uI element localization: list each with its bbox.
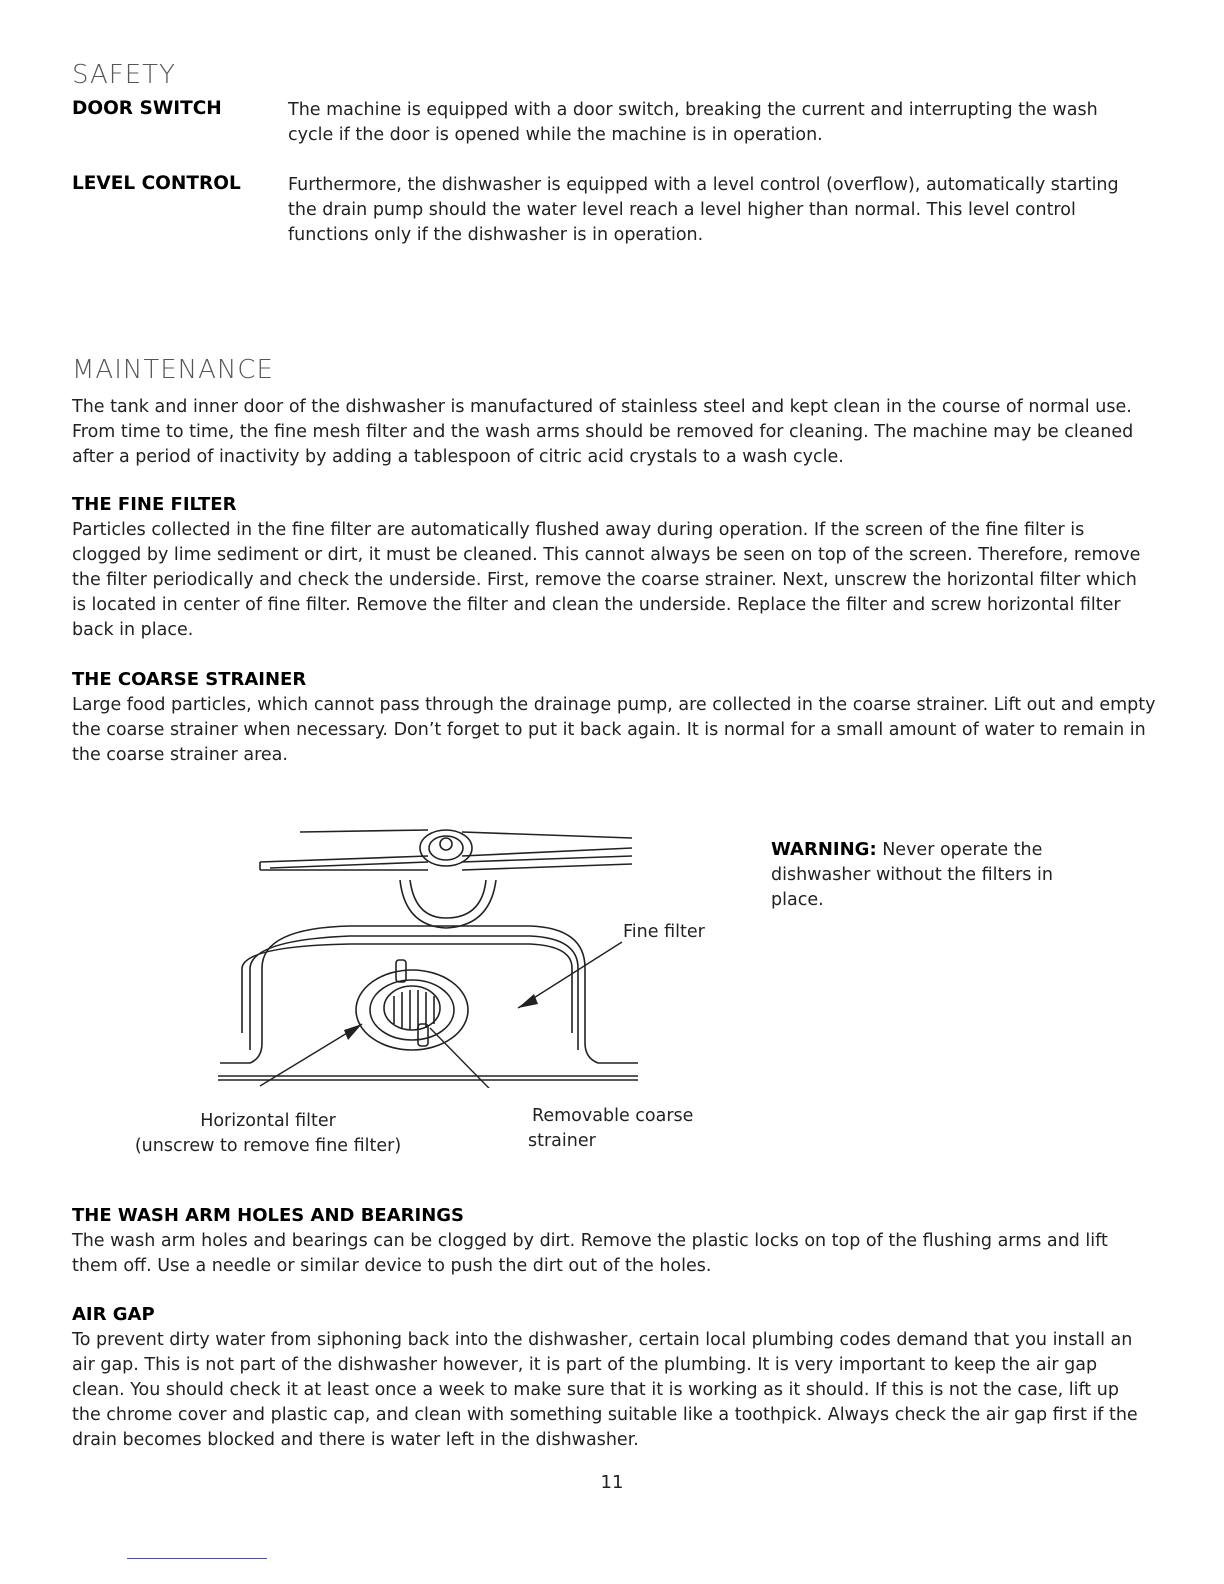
page-number: 11 bbox=[600, 1472, 624, 1493]
maintenance-title: MAINTENANCE bbox=[72, 355, 274, 385]
warning-note bbox=[771, 837, 1071, 913]
coarse-strainer-label-line1: Removable coarse bbox=[532, 1106, 694, 1126]
horizontal-filter-arrowhead bbox=[344, 1024, 362, 1040]
level-control-term: LEVEL CONTROL bbox=[72, 173, 241, 194]
footer-rule bbox=[127, 1558, 267, 1559]
fine-filter-heading: THE FINE FILTER bbox=[72, 494, 237, 515]
wash-arm-heading: THE WASH ARM HOLES AND BEARINGS bbox=[72, 1205, 465, 1226]
coarse-strainer-label-line2: strainer bbox=[528, 1131, 596, 1151]
level-control-text: Furthermore, the dishwasher is equipped with a level control (overflow), automatically starting the drain pump should the water level reach a level higher than normal. This level control functions only if the dishwasher is in operation. bbox=[288, 175, 1119, 245]
door-switch-term: DOOR SWITCH bbox=[72, 98, 222, 119]
wash-arm-hub bbox=[400, 830, 496, 928]
air-gap-heading: AIR GAP bbox=[72, 1304, 155, 1325]
coarse-strainer-text: Large food particles, which cannot pass through the drainage pump, are collected in the coarse strainer. Lift out and empty the coarse strainer when necessary. Don’t forget to put it back again. It is normal for a small amount of water to remain in the coarse strainer area. bbox=[72, 695, 1156, 765]
maintenance-intro: The tank and inner door of the dishwasher is manufactured of stainless steel and kept clean in the course of normal use. From time to time, the fine mesh filter and the wash arms should be removed for cleaning. The machine may be cleaned after a period of inactivity by adding a tablespoon of citric acid crystals to a wash cycle. bbox=[72, 397, 1134, 467]
fine-filter-arrowhead bbox=[518, 994, 538, 1008]
fine-filter-ring bbox=[356, 960, 468, 1050]
safety-title: SAFETY bbox=[72, 60, 176, 90]
coarse-strainer-heading: THE COARSE STRAINER bbox=[72, 669, 307, 690]
fine-filter-label: Fine filter bbox=[623, 922, 705, 942]
door-switch-text: The machine is equipped with a door switch, breaking the current and interrupting the wash cycle if the door is opened while the machine is in operation. bbox=[288, 100, 1098, 145]
horizontal-filter-note: (unscrew to remove fine filter) bbox=[134, 1136, 402, 1156]
wash-arm-text: The wash arm holes and bearings can be clogged by dirt. Remove the plastic locks on top of the flushing arms and lift them off. Use a needle or similar device to push the dirt out of the holes. bbox=[72, 1231, 1108, 1276]
label-arrows bbox=[260, 942, 622, 1088]
tub-outline bbox=[218, 926, 638, 1080]
fine-filter-text: Particles collected in the fine filter are automatically flushed away during operation. If the screen of the fine filter is clogged by lime sediment or dirt, it must be cleaned. This cannot always be seen on top of the screen. Therefore, remove the filter periodically and check the underside. First, remove the coarse strainer. Next, unscrew the horizontal filter which is located in center of fine filter. Remove the filter and clean the underside. Replace the filter and screw horizontal filter back in place. bbox=[72, 520, 1141, 640]
warning-text: Never operate the dishwasher without the filters in place. bbox=[771, 840, 1053, 910]
air-gap-text: To prevent dirty water from siphoning back into the dishwasher, certain local plumbing codes demand that you install an air gap. This is not part of the dishwasher however, it is part of the plumbing. It is very important to keep the air gap clean. You should check it at least once a week to make sure that it is working as it should. If this is not the case, lift up the chrome cover and plastic cap, and clean with something suitable like a toothpick. Always check the air gap first if the drain becomes blocked and there is water left in the dishwasher. bbox=[72, 1330, 1138, 1450]
warning-label: WARNING: bbox=[771, 839, 877, 860]
horizontal-filter-label: Horizontal filter bbox=[200, 1111, 336, 1131]
filter-diagram bbox=[200, 818, 660, 1088]
